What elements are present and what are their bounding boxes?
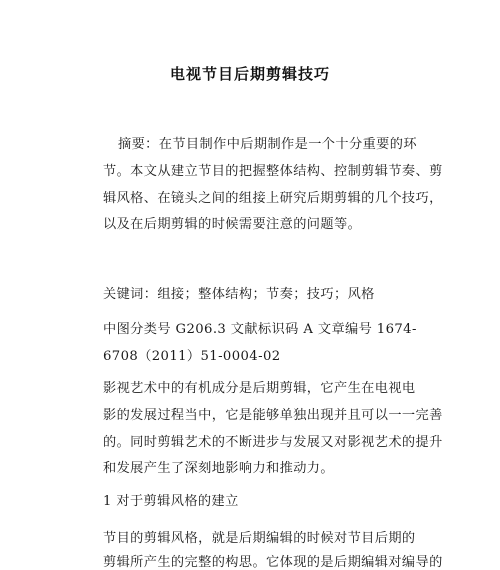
document-title: 电视节目后期剪辑技巧	[169, 65, 330, 83]
intro-line-3: 的。同时剪辑艺术的不断进步与发展又对影视艺术的提升	[103, 435, 443, 450]
section-1-heading: 1 对于剪辑风格的建立	[103, 494, 239, 509]
intro-line-2: 影的发展过程当中，它是能够单独出现并且可以一一完善	[103, 408, 443, 423]
intro-line-1: 影视艺术中的有机成分是后期剪辑，它产生在电视电	[103, 381, 416, 396]
classification-line-1: 中图分类号 G206.3 文献标识码 A 文章编号 1674-	[103, 322, 417, 337]
keywords-line: 关键词：组接；整体结构；节奏；技巧；风格	[103, 287, 375, 302]
abstract-line-3: 辑风格、在镜头之间的组接上研究后期剪辑的几个技巧，	[103, 191, 443, 206]
abstract-line-4: 以及在后期剪辑的时候需要注意的问题等。	[103, 217, 362, 232]
section-1-line-2: 剪辑所产生的完整的构思。它体现的是后期编辑对编导的	[103, 555, 443, 570]
abstract-line-2: 节。本文从建立节目的把握整体结构、控制剪辑节奏、剪	[103, 164, 443, 179]
intro-line-4: 和发展产生了深刻地影响力和推动力。	[103, 461, 334, 476]
section-1-line-1: 节目的剪辑风格，就是后期编辑的时候对节目后期的	[103, 531, 416, 546]
abstract-line-1: 摘要：在节目制作中后期制作是一个十分重要的环	[118, 137, 417, 152]
classification-line-2: 6708（2011）51-0004-02	[103, 349, 281, 364]
